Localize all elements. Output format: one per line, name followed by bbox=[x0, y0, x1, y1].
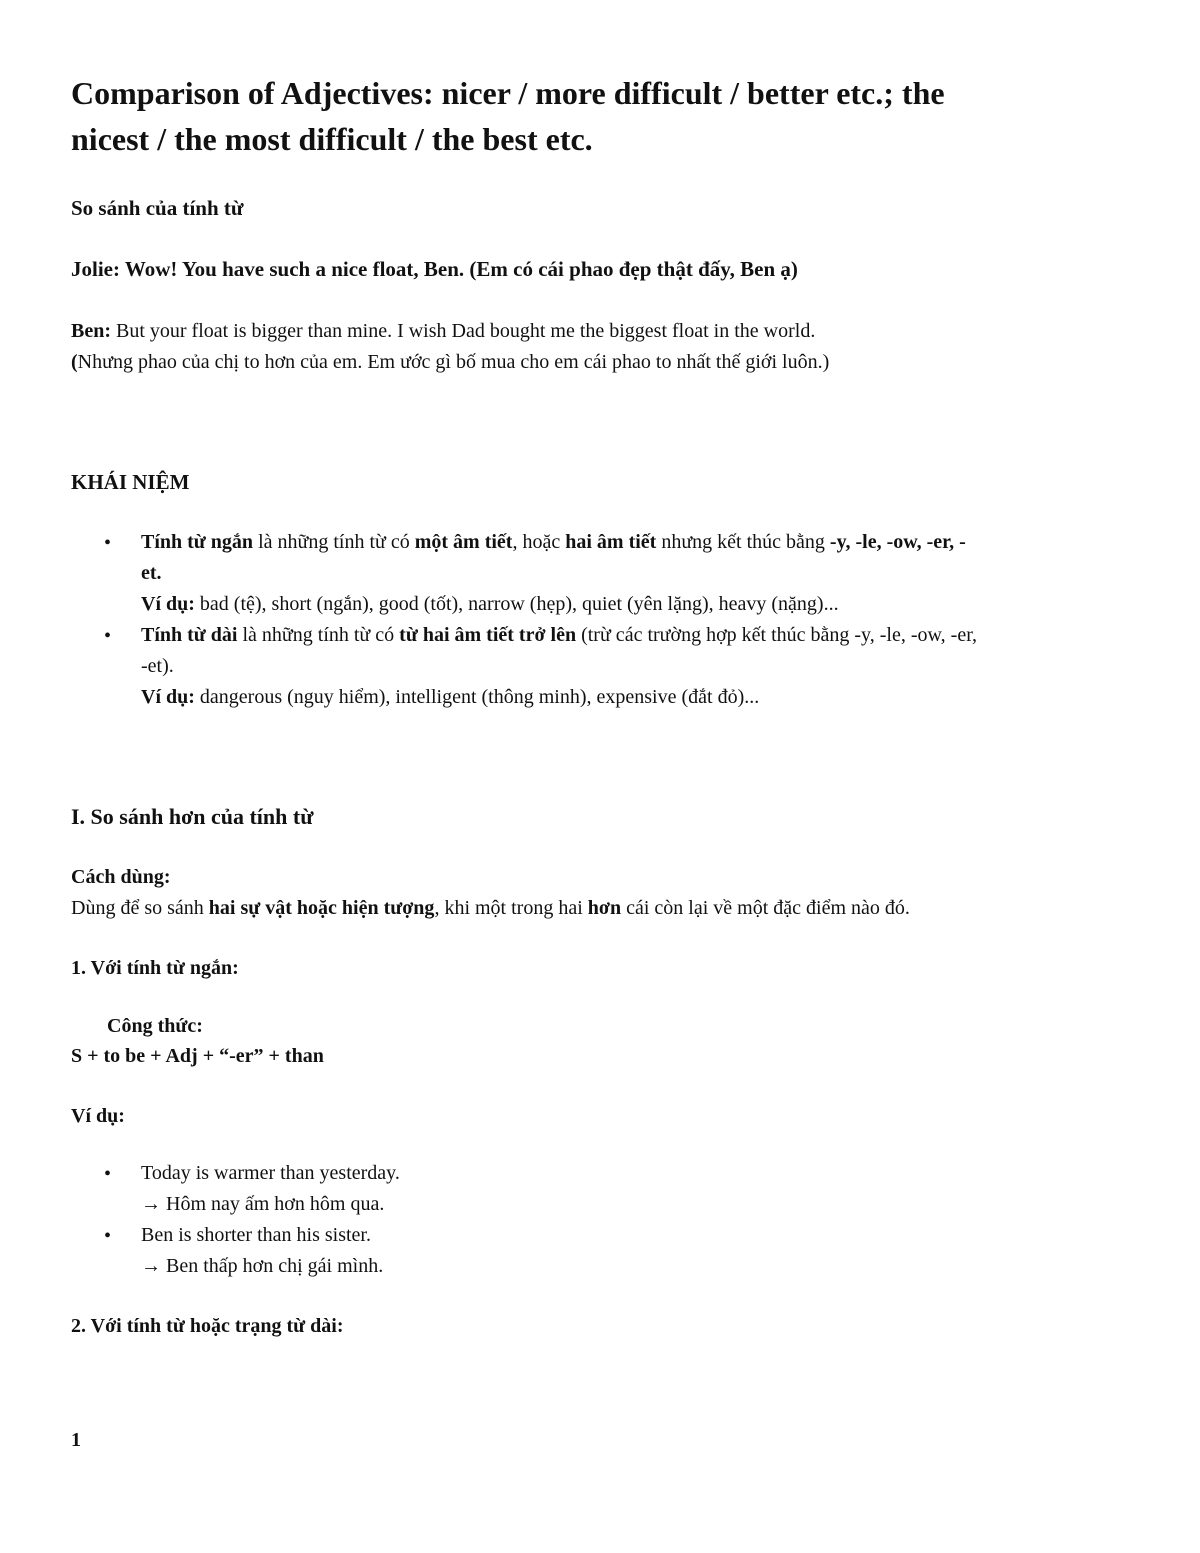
bullet-icon: • bbox=[104, 1225, 112, 1247]
section-1-heading: I. So sánh hơn của tính từ bbox=[71, 804, 314, 829]
short-bold-1: một âm tiết bbox=[414, 531, 513, 553]
long-bold-1: từ hai âm tiết trở lên bbox=[399, 624, 577, 646]
example-en: Today is warmer than yesterday. bbox=[141, 1162, 400, 1184]
usage-label: Cách dùng: bbox=[71, 866, 171, 888]
ben-translation: Nhưng phao của chị to hơn của em. Em ước gì bố mua cho em cái phao to nhất thế giới luôn.) bbox=[77, 351, 830, 373]
title-line-1: Comparison of Adjectives: nicer / more difficult / better etc.; the bbox=[71, 75, 945, 111]
usage-text-3: cái còn lại về một đặc điểm nào đó. bbox=[621, 897, 910, 919]
example-item bbox=[141, 1220, 383, 1282]
dialogue-jolie: Jolie: Wow! You have such a nice float, Ben. (Em có cái phao đẹp thật đấy, Ben ạ) bbox=[71, 257, 798, 281]
bullet-icon: • bbox=[104, 532, 112, 554]
concept-short bbox=[141, 527, 966, 620]
subheading-long: 2. Với tính từ hoặc trạng từ dài: bbox=[71, 1315, 344, 1337]
short-example-text: bad (tệ), short (ngắn), good (tốt), narrow (hẹp), quiet (yên lặng), heavy (nặng)... bbox=[194, 593, 839, 615]
short-text-2: , hoặc bbox=[512, 531, 566, 553]
subheading-short: 1. Với tính từ ngắn: bbox=[71, 957, 239, 979]
short-term: Tính từ ngắn bbox=[141, 531, 254, 553]
title-line-2: nicest / the most difficult / the best etc. bbox=[71, 121, 593, 157]
page-title bbox=[71, 70, 945, 162]
usage-text bbox=[71, 893, 910, 924]
ben-translation-open: ( bbox=[71, 351, 78, 373]
ben-label: Ben: bbox=[71, 320, 111, 342]
concept-long bbox=[141, 620, 977, 713]
long-text-1: là những tính từ có bbox=[237, 624, 400, 646]
short-text-3: nhưng kết thúc bằng bbox=[656, 531, 830, 553]
formula-label: Công thức: bbox=[107, 1015, 203, 1037]
usage-bold-2: hơn bbox=[587, 897, 622, 919]
short-bold-3: -y, -le, -ow, -er, - bbox=[829, 531, 966, 553]
usage-bold-1: hai sự vật hoặc hiện tượng bbox=[208, 897, 435, 919]
short-bold-2: hai âm tiết bbox=[565, 531, 657, 553]
long-term: Tính từ dài bbox=[141, 624, 238, 646]
long-text-3: -et). bbox=[141, 655, 174, 677]
page-number: 1 bbox=[71, 1429, 81, 1451]
dialogue-ben bbox=[71, 316, 829, 378]
concept-heading: KHÁI NIỆM bbox=[71, 470, 190, 494]
example-vi: → Hôm nay ấm hơn hôm qua. bbox=[141, 1193, 385, 1215]
long-text-2: (trừ các trường hợp kết thúc bằng -y, -le, -ow, -er, bbox=[576, 624, 978, 646]
short-text-1: là những tính từ có bbox=[253, 531, 415, 553]
example-item bbox=[141, 1158, 400, 1220]
bullet-icon: • bbox=[104, 1163, 112, 1185]
long-example-text: dangerous (nguy hiểm), intelligent (thông minh), expensive (đắt đỏ)... bbox=[194, 686, 760, 708]
ben-text: But your float is bigger than mine. I wish Dad bought me the biggest float in the world. bbox=[111, 320, 816, 342]
example-label: Ví dụ: bbox=[71, 1105, 125, 1127]
usage-text-1: Dùng để so sánh bbox=[71, 897, 209, 919]
short-example-label: Ví dụ: bbox=[141, 593, 195, 615]
formula: S + to be + Adj + “-er” + than bbox=[71, 1045, 324, 1067]
subtitle: So sánh của tính từ bbox=[71, 196, 244, 220]
example-en: Ben is shorter than his sister. bbox=[141, 1224, 371, 1246]
example-vi: → Ben thấp hơn chị gái mình. bbox=[141, 1255, 384, 1277]
short-bold-4: et. bbox=[141, 562, 162, 584]
usage-text-2: , khi một trong hai bbox=[434, 897, 588, 919]
bullet-icon: • bbox=[104, 625, 112, 647]
long-example-label: Ví dụ: bbox=[141, 686, 195, 708]
